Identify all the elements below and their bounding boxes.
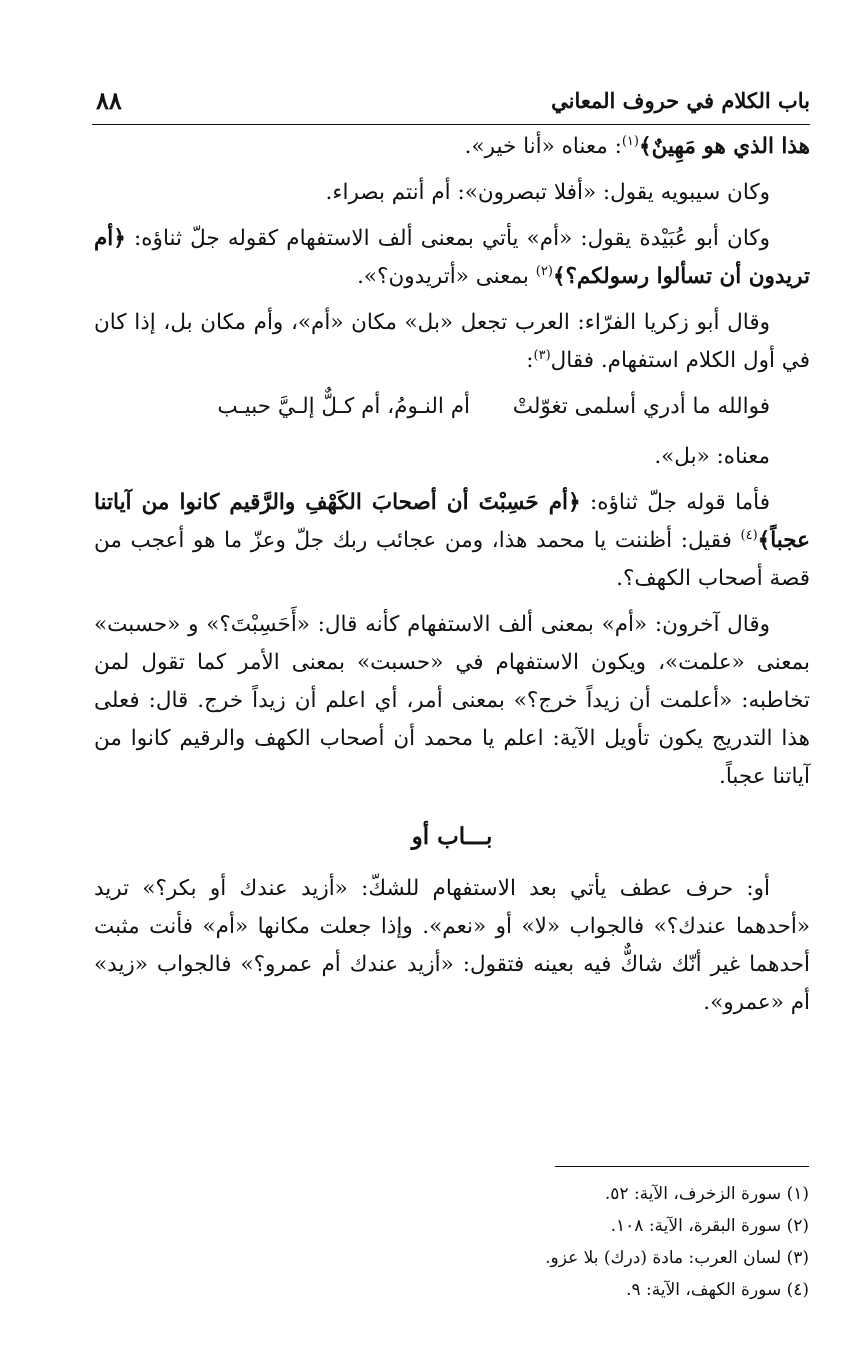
quran-quote: ﴿أم حَسِبْتَ أن أصحابَ الكَهْفِ والرَّقيم كانوا من آياتنا عجباً﴾ bbox=[94, 490, 810, 553]
paragraph-text: فأما قوله جلّ ثناؤه: bbox=[580, 490, 770, 515]
footnote-3: (٣) لسان العرب: مادة (درك) بلا عزو. bbox=[545, 1248, 809, 1268]
quran-quote: ﴿أم تريدون أن تسألوا رسولكم؟﴾ bbox=[94, 226, 810, 289]
paragraph-text: بمعنى «أتريدون؟». bbox=[357, 264, 536, 289]
footnote-ref: (٤) bbox=[740, 527, 758, 543]
footnotes bbox=[209, 1178, 809, 1306]
footnote-ref: (٢) bbox=[535, 263, 553, 279]
paragraph-5: معناه: «بل». bbox=[654, 444, 770, 469]
paragraph-4 bbox=[94, 304, 810, 380]
paragraph-text: فقيل: أظننت يا محمد هذا، ومن عجائب ربك جلّ وعزّ ما هو أعجب من قصة أصحاب الكهف؟. bbox=[94, 528, 810, 591]
paragraph-1 bbox=[94, 128, 810, 166]
paragraph-3 bbox=[94, 220, 810, 296]
paragraph-text: وقال أبو زكريا الفرّاء: العرب تجعل «بل» مكان «أم»، وأم مكان بل، إذا كان في أول الكلام استفهام. فقال bbox=[94, 310, 810, 373]
footnote-ref: (٣) bbox=[533, 347, 551, 363]
page-number: ٨٨ bbox=[96, 86, 122, 115]
paragraph-7: وقال آخرون: «أم» بمعنى ألف الاستفهام كأنه قال: «أَحَسِبْتَ؟» و «حسبت» بمعنى «علمت»، ويكون الاستفهام في «حسبت» بمعنى الأمر كما تقول لمن تخاطبه: «أعلمت أن زيداً خرج؟» بمعنى أمر، أي اعلم أن زيداً خرج. قال: فعلى هذا التدريج يكون تأويل الآية: اعلم يا محمد أن أصحاب الكهف والرقيم كانوا من آياتنا عجباً. bbox=[94, 612, 810, 789]
section-title: بـــاب أو bbox=[411, 823, 493, 850]
paragraph-2: وكان سيبويه يقول: «أفلا تبصرون»: أم أنتم بصراء. bbox=[325, 180, 770, 205]
footnote-ref: (١) bbox=[621, 133, 639, 149]
paragraph-6 bbox=[94, 484, 810, 598]
quran-quote: هذا الذي هو مَهِينٌ﴾ bbox=[638, 134, 810, 159]
footnote-divider bbox=[555, 1166, 809, 1167]
paragraph-text: وكان أبو عُبَيْدة يقول: «أم» يأتي بمعنى ألف الاستفهام كقوله جلّ ثناؤه: bbox=[134, 226, 770, 251]
footnote-2: (٢) سورة البقرة، الآية: ١٠٨. bbox=[610, 1216, 809, 1236]
footnote-1: (١) سورة الزخرف، الآية: ٥٢. bbox=[604, 1184, 809, 1204]
page-body bbox=[94, 128, 810, 1030]
running-title: باب الكلام في حروف المعاني bbox=[551, 88, 810, 113]
verse-second-hemistich: أم النـومُ، أم كـلٌّ إلـيَّ حبيـب bbox=[217, 394, 470, 419]
verse-first-hemistich: فوالله ما أدري أسلمى تغوّلتْ bbox=[512, 394, 770, 419]
footnote-4: (٤) سورة الكهف، الآية: ٩. bbox=[626, 1280, 809, 1300]
paragraph-text: : bbox=[526, 348, 534, 373]
poetry-verse bbox=[94, 388, 810, 426]
page-header bbox=[92, 84, 810, 125]
paragraph-text: : معناه «أنا خير». bbox=[464, 134, 622, 159]
paragraph-8: أو: حرف عطف يأتي بعد الاستفهام للشكّ: «أزيد عندك أو بكر؟» تريد «أحدهما عندك؟» فالجواب «لا» أو «نعم». وإذا جعلت مكانها «أم» فأنت مثبت أحدهما غير أنّك شاكٌّ فيه بعينه فتقول: «أزيد عندك أم عمرو؟» فالجواب «زيد» أم «عمرو». bbox=[94, 876, 810, 1015]
